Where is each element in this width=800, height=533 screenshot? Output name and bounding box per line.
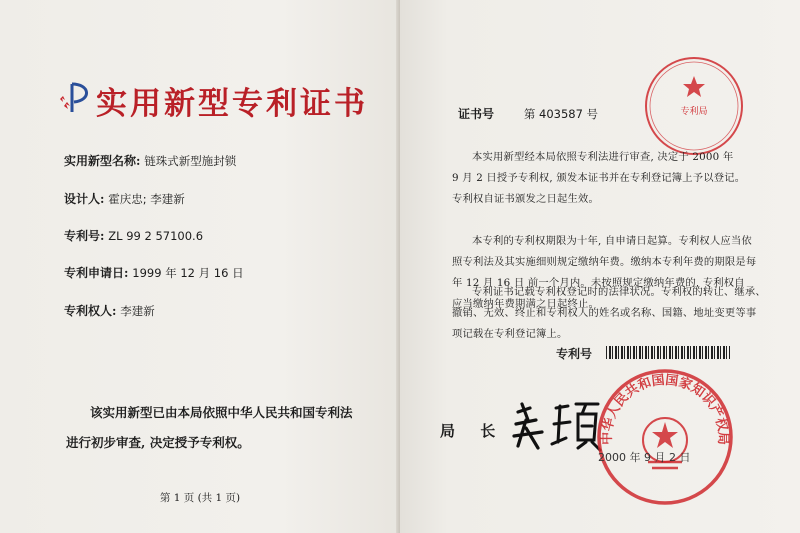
paragraph-line: 专利权自证书颁发之日起生效。: [452, 193, 599, 205]
paragraph-line: 照专利法及其实施细则规定缴纳年费。缴纳本专利年费的期限是每: [452, 256, 757, 268]
paragraph-line: 专利证书记载专利权登记时的法律状况。专利权的转让、继承、: [472, 286, 766, 298]
field-value: ZL 99 2 57100.6: [108, 229, 204, 243]
cert-number-label: 证书号: [458, 107, 495, 121]
legal-status-paragraph: [452, 282, 766, 345]
field-label: 专利权人:: [64, 304, 117, 318]
field-value: 1999 年 12 月 16 日: [132, 266, 244, 280]
field-value: 霍庆忠; 李建新: [108, 192, 185, 206]
patent-number-field: [64, 227, 203, 244]
field-label: 专利号:: [64, 229, 105, 243]
certificate-number: [458, 105, 598, 122]
patent-number-label: 专利号: [556, 347, 593, 361]
field-value: 李建新: [120, 304, 155, 318]
cert-number-value: 第 403587 号: [523, 107, 599, 121]
issue-date: 2000 年 9 月 2 日: [598, 451, 691, 464]
barcode: [606, 346, 730, 359]
patentee-field: [64, 302, 155, 319]
field-label: 专利申请日:: [64, 266, 129, 280]
paragraph-line: 应当缴纳年费期满之日起终止。: [452, 298, 599, 310]
paragraph-line: 本专利的专利权期限为十年, 自申请日起算。专利权人应当依: [472, 235, 752, 247]
designer-field: [64, 190, 185, 207]
seal-small-text: 专利局: [680, 107, 708, 117]
paragraph-line: 本实用新型经本局依照专利法进行审查, 决定于 2000 年: [472, 151, 734, 163]
utility-model-name-field: [64, 152, 236, 169]
paragraph-line: 年 12 月 16 日 前一个月内。未按照规定缴纳年费的, 专利权自: [452, 277, 745, 289]
paragraph-line: 项记载在专利登记簿上。: [452, 328, 568, 340]
application-date-field: [64, 264, 244, 281]
director-label: 局 长: [440, 422, 506, 440]
page-number: 第 1 页 (共 1 页): [159, 492, 241, 504]
certificate-title: 实用新型专利证书: [96, 86, 368, 122]
paragraph-line: 撤销、无效、终止和专利权人的姓名或名称、国籍、地址变更等事: [452, 307, 757, 319]
field-label: 实用新型名称:: [64, 154, 141, 168]
director-signature: [512, 398, 602, 454]
field-value: 链珠式新型施封锁: [144, 154, 237, 168]
grant-line: 进行初步审查, 决定授予专利权。: [66, 435, 250, 450]
grant-statement: [66, 398, 366, 458]
paragraph-line: 9 月 2 日授予专利权, 颁发本证书并在专利登记簿上予以登记。: [452, 172, 746, 184]
seal-big-text: 中华人民共和国国家知识产权局: [599, 372, 731, 445]
patent-office-logo-icon: [60, 82, 94, 114]
patent-bureau-seal-icon: [640, 52, 748, 160]
national-ip-office-seal-icon: [594, 366, 736, 508]
grant-paragraph: [452, 147, 752, 210]
grant-line: 该实用新型已由本局依照中华人民共和国专利法: [90, 405, 353, 420]
field-label: 设计人:: [64, 192, 105, 206]
